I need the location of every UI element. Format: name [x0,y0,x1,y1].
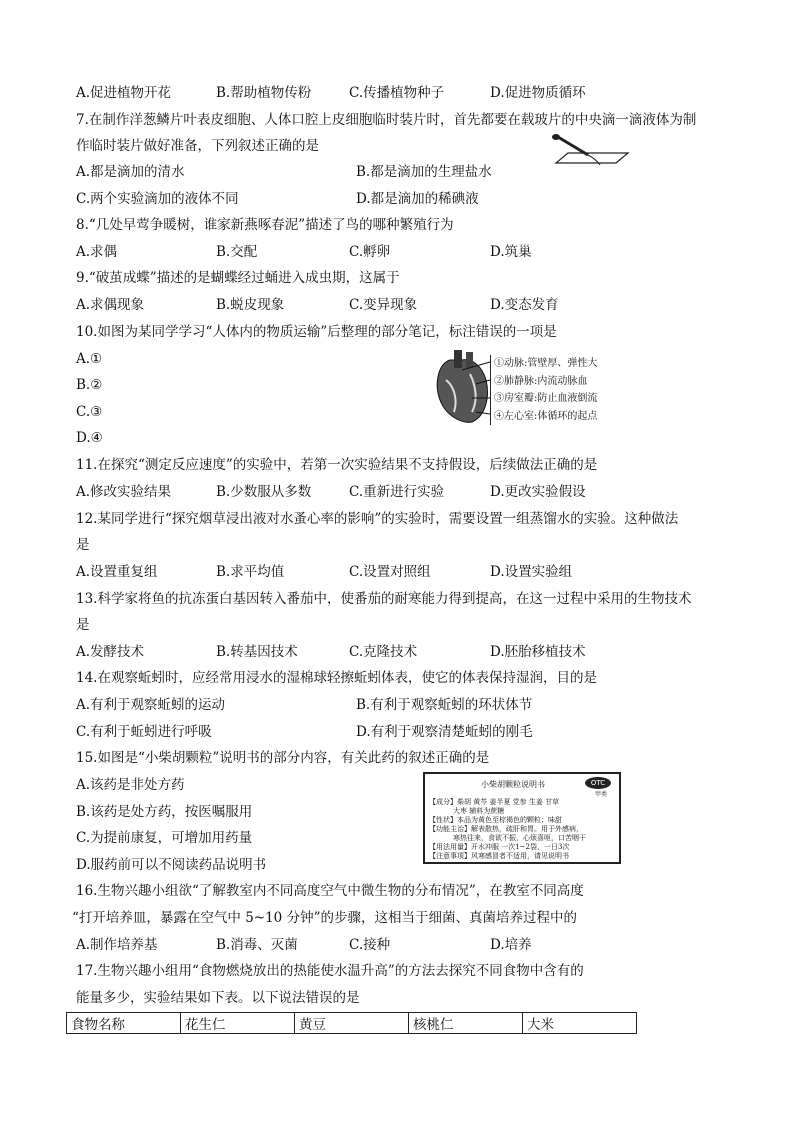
q12-option-d: D.设置实验组 [490,564,573,580]
q17-stem-line2: 能量多少，实验结果如下表。以下说法错误的是 [76,990,360,1006]
q12-option-a: A.设置重复组 [76,564,158,580]
q16-stem-line1: 16.生物兴趣小组欲“了解教室内不同高度空气中微生物的分布情况”，在教室不同高度 [76,883,584,899]
q11-option-b: B.少数服从多数 [216,484,312,500]
q13-option-b: B.转基因技术 [216,644,298,660]
q15-option-b: B.该药是处方药，按医嘱服用 [76,804,253,820]
q15-option-a: A.该药是非处方药 [76,777,185,793]
q15-option-d: D.服药前可以不阅读药品说明书 [76,857,267,873]
q16-option-a: A.制作培养基 [76,937,158,953]
q14-stem: 14.在观察蚯蚓时，应经常用浸水的湿棉球轻擦蚯蚓体表，使它的体表保持湿润，目的是 [76,670,597,686]
q12-stem-line1: 12.某同学进行“探究烟草浸出液对水蚤心率的影响”的实验时，需要设置一组蒸馏水的实验。这种做法 [76,511,679,527]
q12-option-c: C.设置对照组 [349,564,431,580]
label-line: 【注意事项】风寒感冒者不适用，请见说明书 [429,852,569,860]
q16-stem-line2: “打开培养皿，暴露在空气中 5~10 分钟”的步骤，这相当于细菌、真菌培养过程中的 [72,910,577,926]
q15-option-c: C.为提前康复，可增加用药量 [76,830,253,846]
food-energy-table [66,1012,637,1034]
q12-option-b: B.求平均值 [216,564,285,580]
q8-option-d: D.筑巢 [490,244,532,260]
q16-option-b: B.消毒、灭菌 [216,937,298,953]
q8-option-b: B.交配 [216,244,258,260]
q11-option-d: D.更改实验假设 [490,484,586,500]
heart-diagram [432,350,492,426]
q10-stem: 10.如图为某同学学习“人体内的物质运输”后整理的部分笔记，标注错误的一项是 [76,324,557,340]
q9-stem: 9.“破茧成蝶”描述的是蝴蝶经过蛹进入成虫期，这属于 [76,270,400,286]
label-line: 【用法用量】开水冲服 一次1~2袋，一日3次 [429,843,570,851]
q16-option-d: D.培养 [490,937,532,953]
q9-option-d: D.变态发育 [490,297,559,313]
label-line: 大枣 辅料为蔗糖 [453,807,505,815]
q13-option-c: C.克隆技术 [349,644,418,660]
q6-option-c: C.传播植物种子 [349,85,445,101]
table-header-cell: 黄豆 [295,1013,409,1034]
table-header-cell: 食物名称 [67,1013,181,1034]
table-header-cell: 核桃仁 [409,1013,523,1034]
medicine-label-title: 小柴胡颗粒说明书 [481,780,545,789]
label-line: 【功能主治】解表散热，疏肝和胃。用于外感病， [429,825,583,833]
q7-option-a: A.都是滴加的清水 [76,164,185,180]
q13-option-d: D.胚胎移植技术 [490,644,586,660]
table-header-cell: 大米 [523,1013,637,1034]
heart-label-4: ④左心室:体循环的起点 [494,410,598,422]
medicine-label-body [429,798,613,861]
q10-option-c: C.③ [76,404,103,420]
label-line: 【性状】本品为黄色至棕褐色的颗粒；味甜 [429,816,562,824]
q8-option-a: A.求偶 [76,244,118,260]
heart-label-2: ②肺静脉:内流动脉血 [494,375,588,387]
q14-option-c: C.有利于蚯蚓进行呼吸 [76,724,212,740]
label-line: 寒热往来，食欲不振，心烦喜呕，口苦咽干 [453,834,586,842]
q17-stem-line1: 17.生物兴趣小组用“食物燃烧放出的热能使水温升高”的方法去探究不同食物中含有的 [76,963,584,979]
label-line: 【成分】柴胡 黄芩 姜半夏 党参 生姜 甘草 [429,798,560,806]
q10-option-b: B.② [76,377,103,393]
heart-label-3: ③房室瓣:防止血液倒流 [494,393,598,404]
q16-option-c: C.接种 [349,937,391,953]
q7-option-b: B.都是滴加的生理盐水 [356,164,492,180]
q9-option-b: B.蜕皮现象 [216,297,285,313]
q9-option-a: A.求偶现象 [76,297,145,313]
heart-label-1: ①动脉:管壁厚、弹性大 [494,358,598,369]
q14-option-a: A.有利于观察蚯蚓的运动 [76,697,226,713]
q8-option-c: C.孵卵 [349,244,391,260]
q10-option-d: D.④ [76,430,103,446]
table-header-cell: 花生仁 [181,1013,295,1034]
q7-stem-line1: 7.在制作洋葱鳞片叶表皮细胞、人体口腔上皮细胞临时装片时，首先都要在载玻片的中央滴一滴液体为制 [76,112,697,128]
q6-option-d: D.促进物质循环 [490,85,586,101]
q7-option-d: D.都是滴加的稀碘液 [356,191,479,207]
q11-stem: 11.在探究“测定反应速度”的实验中，若第一次实验结果不支持假设，后续做法正确的是 [76,457,598,473]
q13-option-a: A.发酵技术 [76,644,145,660]
q9-option-c: C.变异现象 [349,297,418,313]
q6-option-b: B.帮助植物传粉 [216,85,312,101]
q15-stem: 15.如图是“小柴胡颗粒”说明书的部分内容，有关此药的叙述正确的是 [76,750,490,766]
heart-labels [490,355,597,425]
q13-stem-line2: 是 [76,617,90,633]
table-row [67,1013,637,1034]
heart-figure [432,350,622,426]
q11-option-a: A.修改实验结果 [76,484,172,500]
otc-badge: OTC [585,777,611,789]
otc-class: 甲类 [594,791,607,798]
q11-option-c: C.重新进行实验 [349,484,445,500]
q14-option-b: B.有利于观察蚯蚓的环状体节 [356,697,533,713]
medicine-label [423,772,621,864]
q12-stem-line2: 是 [76,537,90,553]
q13-stem-line1: 13.科学家将鱼的抗冻蛋白基因转入番茄中，使番茄的耐寒能力得到提高，在这一过程中采用的生物技术 [76,591,692,607]
q8-stem: 8.“几处早莺争暖树，谁家新燕啄春泥”描述了鸟的哪种繁殖行为 [76,217,454,233]
q7-stem-line2: 作临时装片做好准备，下列叙述正确的是 [76,138,319,154]
q14-option-d: D.有利于观察清楚蚯蚓的刚毛 [356,724,533,740]
q7-option-c: C.两个实验滴加的液体不同 [76,191,239,207]
dropper-figure [548,133,630,167]
q10-option-a: A.① [76,351,103,367]
q6-option-a: A.促进植物开花 [76,85,172,101]
